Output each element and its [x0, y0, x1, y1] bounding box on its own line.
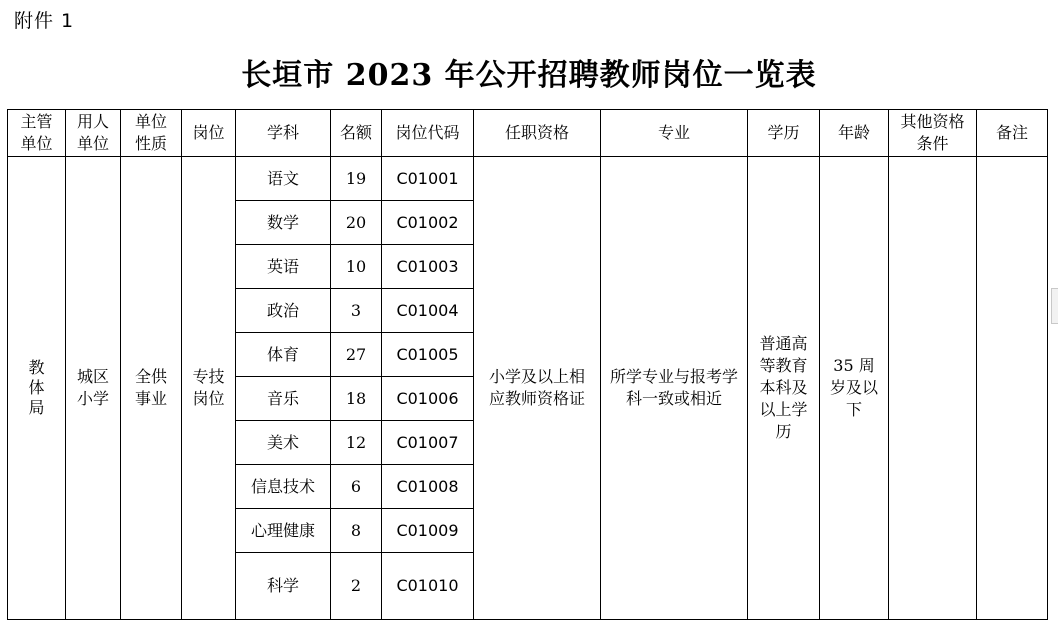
cell-code: C01003 [382, 245, 474, 289]
cell-quota: 3 [331, 289, 382, 333]
cell-nature: 全供事业 [121, 157, 182, 620]
cell-subject: 信息技术 [236, 465, 331, 509]
cell-code: C01001 [382, 157, 474, 201]
side-scroll-handle[interactable] [1051, 288, 1058, 324]
cell-quota: 6 [331, 465, 382, 509]
header-age: 年龄 [820, 110, 889, 157]
header-employer: 用人单位 [66, 110, 121, 157]
cell-code: C01002 [382, 201, 474, 245]
cell-quota: 18 [331, 377, 382, 421]
cell-subject: 科学 [236, 553, 331, 620]
cell-subject: 美术 [236, 421, 331, 465]
cell-quota: 20 [331, 201, 382, 245]
header-quota: 名额 [331, 110, 382, 157]
cell-quota: 10 [331, 245, 382, 289]
table-row [8, 157, 1048, 201]
cell-remarks [977, 157, 1048, 620]
cell-code: C01004 [382, 289, 474, 333]
cell-subject: 英语 [236, 245, 331, 289]
header-row [8, 110, 1048, 157]
cell-code: C01009 [382, 509, 474, 553]
cell-post: 专技岗位 [182, 157, 236, 620]
cell-code: C01010 [382, 553, 474, 620]
header-post: 岗位 [182, 110, 236, 157]
cell-other [889, 157, 977, 620]
cell-qualification: 小学及以上相应教师资格证 [474, 157, 601, 620]
cell-quota: 19 [331, 157, 382, 201]
cell-code: C01007 [382, 421, 474, 465]
header-education: 学历 [748, 110, 820, 157]
cell-quota: 12 [331, 421, 382, 465]
cell-employer: 城区小学 [66, 157, 121, 620]
header-remarks: 备注 [977, 110, 1048, 157]
page-title: 长垣市 2023 年公开招聘教师岗位一览表 [241, 58, 817, 93]
cell-subject: 心理健康 [236, 509, 331, 553]
cell-age: 35 周岁及以下 [820, 157, 889, 620]
cell-major: 所学专业与报考学科一致或相近 [601, 157, 748, 620]
positions-table [7, 109, 1048, 620]
cell-quota: 2 [331, 553, 382, 620]
cell-subject: 数学 [236, 201, 331, 245]
cell-supervisor: 教体局 [8, 157, 66, 620]
header-nature: 单位性质 [121, 110, 182, 157]
header-qualification: 任职资格 [474, 110, 601, 157]
cell-subject: 体育 [236, 333, 331, 377]
cell-education: 普通高等教育本科及以上学历 [748, 157, 820, 620]
cell-subject: 语文 [236, 157, 331, 201]
cell-quota: 8 [331, 509, 382, 553]
cell-subject: 音乐 [236, 377, 331, 421]
cell-quota: 27 [331, 333, 382, 377]
header-other: 其他资格条件 [889, 110, 977, 157]
cell-code: C01006 [382, 377, 474, 421]
cell-subject: 政治 [236, 289, 331, 333]
header-subject: 学科 [236, 110, 331, 157]
attachment-label: 附件 1 [14, 10, 75, 32]
cell-code: C01005 [382, 333, 474, 377]
header-code: 岗位代码 [382, 110, 474, 157]
header-supervisor: 主管单位 [8, 110, 66, 157]
header-major: 专业 [601, 110, 748, 157]
cell-code: C01008 [382, 465, 474, 509]
